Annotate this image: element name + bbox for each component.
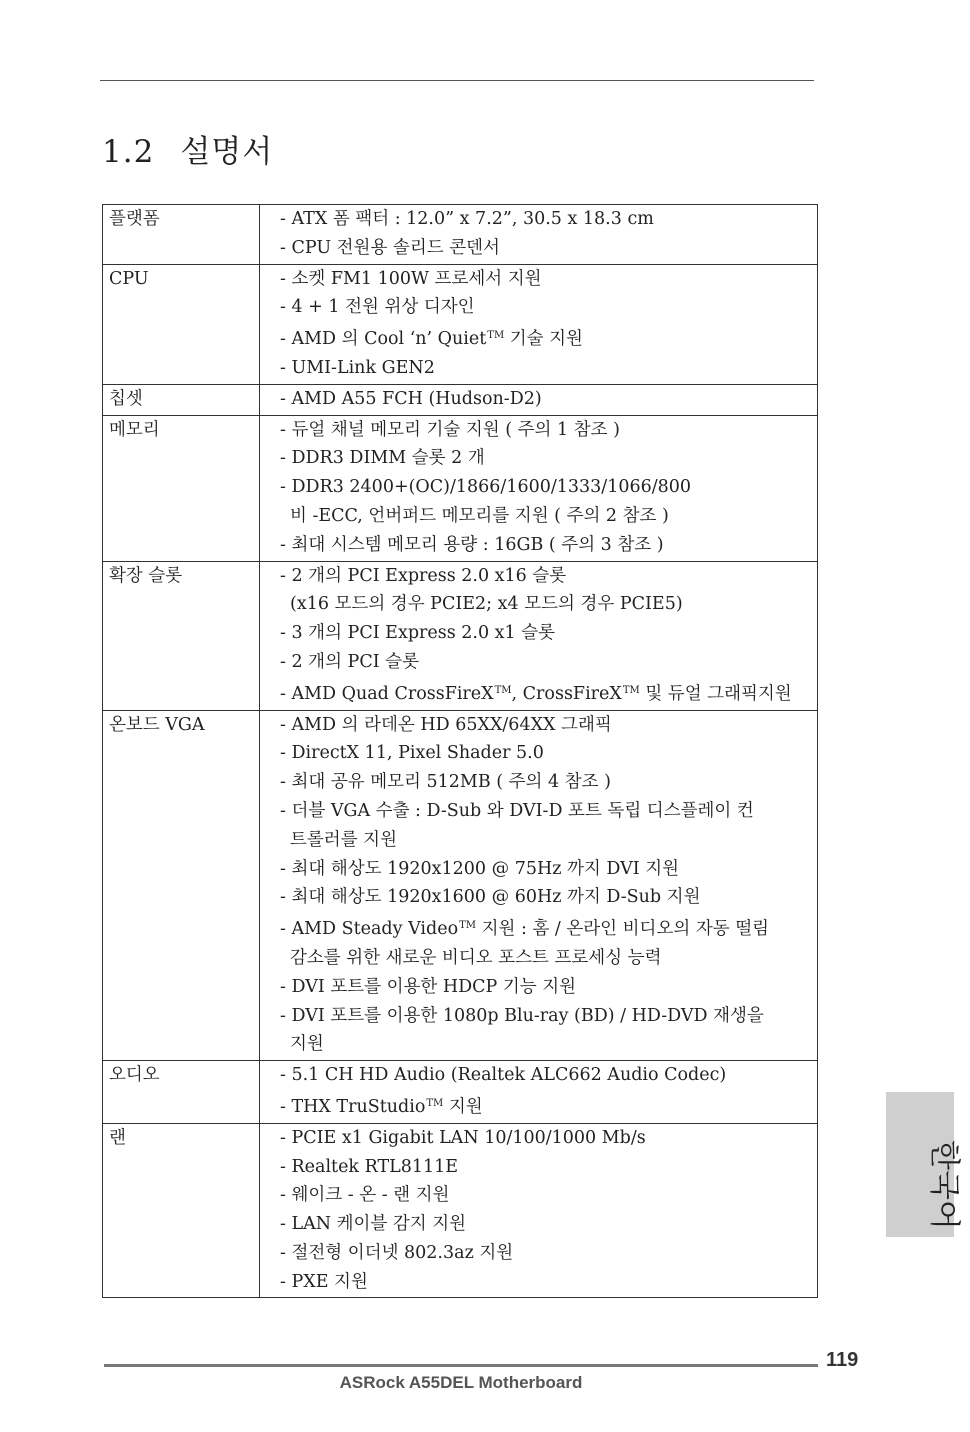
spec-text: - 더블 VGA 수출 : D-Sub 와 DVI-D 포트 독립 디스플레이 컨	[280, 800, 754, 821]
spec-text: - PCIE x1 Gigabit LAN 10/100/1000 Mb/s	[280, 1127, 646, 1148]
spec-text: - 3 개의 PCI Express 2.0 x1 슬롯	[280, 623, 556, 644]
spec-text: - 최대 공유 메모리 512MB ( 주의 4 참조 )	[280, 772, 611, 793]
spec-line	[280, 883, 817, 912]
spec-text: - DirectX 11, Pixel Shader 5.0	[280, 743, 544, 764]
spec-text: 감소를 위한 새로운 비디오 포스트 프로세싱 능력	[290, 947, 662, 968]
spec-line	[280, 797, 817, 826]
spec-text: - 최대 시스템 메모리 용량 : 16GB ( 주의 3 참조 )	[280, 534, 664, 555]
spec-line	[280, 944, 817, 973]
spec-line	[280, 322, 817, 354]
spec-text-continued: , CrossFireX	[511, 683, 622, 704]
section-title	[102, 126, 273, 171]
spec-line	[280, 711, 817, 740]
spec-text: - PXE 지원	[280, 1271, 368, 1292]
spec-line	[280, 1124, 817, 1153]
spec-line	[280, 502, 817, 531]
spec-label: 오디오	[103, 1061, 260, 1124]
footer-title: ASRock A55DEL Motherboard	[339, 1373, 583, 1392]
spec-line	[280, 562, 817, 591]
spec-text: - 2 개의 PCI 슬롯	[280, 651, 419, 672]
spec-line	[280, 473, 817, 502]
spec-row	[103, 205, 818, 265]
spec-line	[280, 973, 817, 1002]
spec-text: - CPU 전원용 솔리드 콘덴서	[280, 237, 500, 258]
spec-text: - DDR3 DIMM 슬롯 2 개	[280, 448, 485, 469]
spec-text: - DVI 포트를 이용한 1080p Blu-ray (BD) / HD-DVD 재생을	[280, 1005, 764, 1026]
spec-text: 지원	[290, 1034, 324, 1055]
spec-line	[280, 739, 817, 768]
spec-text: - AMD Steady Video	[280, 919, 459, 940]
spec-table-body	[103, 205, 818, 1298]
spec-value	[260, 561, 818, 710]
trademark-mark: TM	[426, 1097, 444, 1109]
spec-row	[103, 415, 818, 561]
spec-text: - AMD 의 Cool ‘n’ Quiet	[280, 329, 487, 350]
spec-line	[280, 619, 817, 648]
top-rule	[100, 80, 814, 81]
spec-row	[103, 710, 818, 1061]
language-tab	[886, 1092, 962, 1237]
spec-text: - ATX 폼 팩터 : 12.0” x 7.2”, 30.5 x 18.3 cm	[280, 209, 654, 229]
spec-text: (x16 모드의 경우 PCIE2; x4 모드의 경우 PCIE5)	[290, 594, 683, 615]
spec-text-continued: 지원 : 홈 / 온라인 비디오의 자동 떨림	[476, 919, 770, 940]
bottom-rule	[104, 1364, 818, 1367]
spec-text: - AMD A55 FCH (Hudson-D2)	[280, 388, 542, 409]
spec-label: 칩셋	[103, 384, 260, 415]
spec-line	[280, 1153, 817, 1182]
spec-value	[260, 415, 818, 561]
spec-text-continued: 지원	[443, 1096, 483, 1117]
spec-text: - 듀얼 채널 메모리 기술 지원 ( 주의 1 참조 )	[280, 419, 620, 440]
spec-text: - DDR3 2400+(OC)/1866/1600/1333/1066/800	[280, 477, 692, 498]
spec-value	[260, 710, 818, 1061]
spec-label: 온보드 VGA	[103, 710, 260, 1061]
language-tab-label: 한국어	[926, 1140, 962, 1230]
spec-label: 랜	[103, 1123, 260, 1298]
spec-row	[103, 264, 818, 384]
spec-text: - LAN 케이블 감지 지원	[280, 1214, 467, 1235]
spec-table	[102, 204, 818, 1298]
spec-line	[280, 385, 817, 414]
spec-line	[280, 1002, 817, 1031]
page-number: 119	[826, 1349, 859, 1371]
trademark-mark: TM	[622, 684, 640, 696]
spec-label: 확장 슬롯	[103, 561, 260, 710]
spec-line	[280, 648, 817, 677]
spec-line	[280, 293, 817, 322]
spec-value	[260, 1123, 818, 1298]
spec-line	[280, 826, 817, 855]
spec-text: - THX TruStudio	[280, 1096, 426, 1117]
spec-line	[280, 416, 817, 445]
spec-line	[280, 1210, 817, 1239]
spec-line	[280, 1181, 817, 1210]
spec-label: CPU	[103, 264, 260, 384]
spec-text: - 소켓 FM1 100W 프로세서 지원	[280, 268, 542, 289]
spec-row	[103, 1061, 818, 1124]
spec-label: 플랫폼	[103, 205, 260, 265]
spec-value	[260, 384, 818, 415]
spec-line	[280, 234, 817, 263]
spec-row	[103, 384, 818, 415]
spec-line	[280, 1239, 817, 1268]
spec-text: - 최대 해상도 1920x1600 @ 60Hz 까지 D-Sub 지원	[280, 887, 701, 908]
spec-text-continued: 및 듀얼 그래픽지원	[639, 683, 792, 704]
spec-row	[103, 561, 818, 710]
spec-line	[280, 912, 817, 944]
spec-text: - AMD Quad CrossFireX	[280, 683, 494, 704]
spec-text: - 최대 해상도 1920x1200 @ 75Hz 까지 DVI 지원	[280, 858, 680, 879]
spec-text: 비 -ECC, 언버퍼드 메모리를 지원 ( 주의 2 참조 )	[290, 505, 669, 526]
spec-text: - 2 개의 PCI Express 2.0 x16 슬롯	[280, 565, 567, 586]
spec-line	[280, 205, 817, 234]
spec-row	[103, 1123, 818, 1298]
trademark-mark: TM	[459, 920, 477, 932]
spec-line	[280, 354, 817, 383]
section-heading: 설명서	[180, 134, 274, 170]
spec-line	[280, 1090, 817, 1122]
spec-line	[280, 1061, 817, 1090]
spec-line	[280, 768, 817, 797]
spec-line	[280, 444, 817, 473]
trademark-mark: TM	[487, 330, 505, 342]
spec-text-continued: 기술 지원	[504, 329, 583, 350]
spec-text: - AMD 의 라데온 HD 65XX/64XX 그래픽	[280, 714, 612, 735]
spec-value	[260, 264, 818, 384]
spec-text: - 5.1 CH HD Audio (Realtek ALC662 Audio Codec)	[280, 1065, 727, 1086]
spec-line	[280, 590, 817, 619]
spec-line	[280, 1030, 817, 1059]
spec-value	[260, 205, 818, 265]
spec-line	[280, 531, 817, 560]
spec-text: 트롤러를 지원	[290, 829, 397, 850]
spec-text: - Realtek RTL8111E	[280, 1156, 459, 1177]
spec-text: - UMI-Link GEN2	[280, 357, 435, 378]
spec-line	[280, 677, 817, 709]
spec-label: 메모리	[103, 415, 260, 561]
trademark-mark: TM	[494, 684, 512, 696]
spec-line	[280, 855, 817, 884]
spec-line	[280, 1268, 817, 1297]
spec-text: - 절전형 이더넷 802.3az 지원	[280, 1242, 514, 1263]
spec-text: - 웨이크 - 온 - 랜 지원	[280, 1185, 450, 1206]
spec-text: - DVI 포트를 이용한 HDCP 기능 지원	[280, 976, 577, 997]
spec-line	[280, 265, 817, 294]
spec-text: - 4 + 1 전원 위상 디자인	[280, 297, 475, 318]
spec-value	[260, 1061, 818, 1124]
section-number: 1.2	[102, 134, 155, 170]
